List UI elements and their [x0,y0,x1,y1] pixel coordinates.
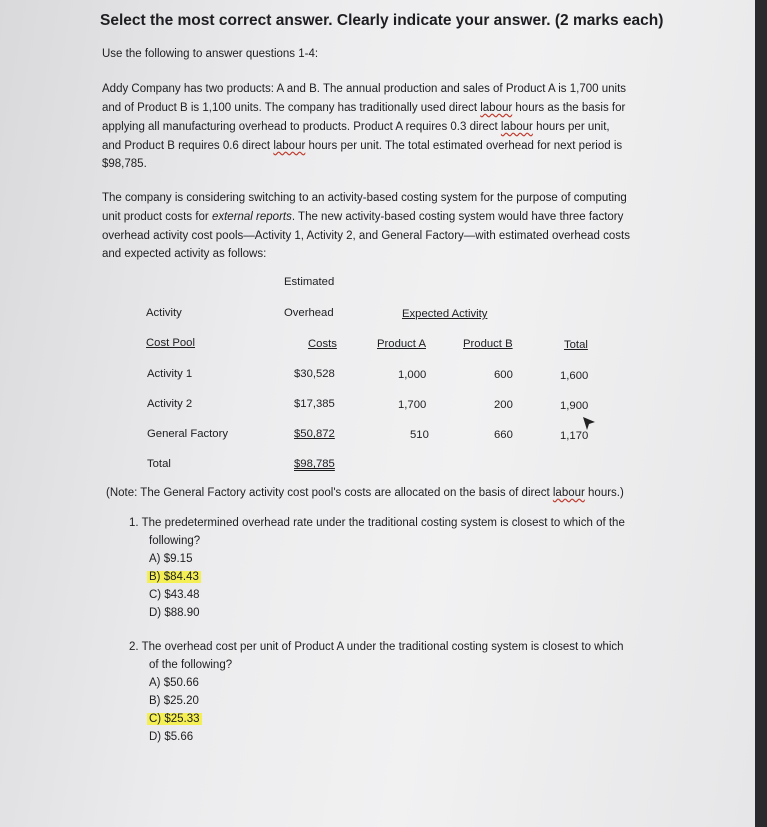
row2-cost: $17,385 [294,398,335,410]
spell-word: labour [480,102,513,114]
row1-pool: Activity 1 [147,368,193,380]
header-product-b: Product B [463,338,513,350]
p1-line4 [102,137,622,156]
p1-line2a: and of Product B is 1,100 units. The company has traditionally used direct [102,102,481,114]
row1-total: 1,600 [560,370,589,382]
row2-pool: Activity 2 [147,398,193,410]
row2-product-b: 200 [494,399,513,411]
p2-line2 [102,208,623,227]
spell-word: labour [500,121,533,133]
row1-cost: $30,528 [294,368,335,380]
header-cost-pool: Cost Pool [146,337,195,349]
p2-line1: The company is considering switching to an activity-based costing system for the purpose of computing [102,192,627,204]
total-cost: $98,785 [294,458,335,470]
mouse-cursor-icon [582,416,596,432]
p2-line3: overhead activity cost pools—Activity 1, Activity 2, and General Factory—with estimated overhead costs [102,230,630,242]
p1-line5: $98,785. [102,158,147,170]
row3-total: 1,170 [560,430,589,442]
row2-total: 1,900 [560,400,589,412]
q1-selected-answer: B) $84.43 [149,571,199,583]
header-total: Total [564,339,588,351]
p1-line3a: applying all manufacturing overhead to products. Product A requires 0.3 direct [102,121,501,133]
p2-italic: external reports [211,211,292,223]
header-activity: Activity [146,307,182,319]
q2-option-d: D) $5.66 [149,731,194,743]
p1-line3b: hours per unit, [532,121,610,133]
note-text [106,484,624,503]
q1-option-c: C) $43.48 [149,589,200,601]
p2-line2a: unit product costs for [102,211,212,223]
page-heading: Select the most correct answer. Clearly indicate your answer. (2 marks each) [100,12,664,29]
row2-product-a: 1,700 [398,399,427,411]
row1-product-b: 600 [494,369,513,381]
intro-text: Use the following to answer questions 1-4: [102,48,319,60]
q1-option-b [147,568,201,587]
header-overhead: Overhead [284,307,334,319]
header-product-a: Product A [377,338,426,350]
p1-line3 [102,118,610,137]
spell-word: labour [552,487,585,499]
row3-pool: General Factory [147,428,228,440]
q1-stem-line1: 1. The predetermined overhead rate under the traditional costing system is closest to which of the [129,517,625,529]
q1-option-d: D) $88.90 [149,607,200,619]
q1-option-a: A) $9.15 [149,553,193,565]
q2-stem-line1: 2. The overhead cost per unit of Product A under the traditional costing system is closest to which [129,641,624,653]
q2-option-a: A) $50.66 [149,677,199,689]
p1-line4b: hours per unit. The total estimated overhead for next period is [305,140,623,152]
q2-selected-answer: C) $25.33 [149,713,200,725]
row3-cost: $50,872 [294,428,335,440]
row3-product-b: 660 [494,429,513,441]
header-costs: Costs [308,338,337,350]
note-b: hours.) [584,487,624,499]
p2-line2b: . The new activity-based costing system would have three factory [291,211,624,223]
total-label: Total [147,458,171,470]
header-expected-activity: Expected Activity [402,308,488,320]
row1-product-a: 1,000 [398,369,427,381]
q2-stem-line2: of the following? [149,659,233,671]
p1-line2b: hours as the basis for [512,102,626,114]
row3-product-a: 510 [410,429,429,441]
note-a: (Note: The General Factory activity cost pool's costs are allocated on the basis of direct [106,487,553,499]
spell-word: labour [273,140,306,152]
p1-line1: Addy Company has two products: A and B. The annual production and sales of Product A is 1,700 units [102,83,627,95]
q2-option-b: B) $25.20 [149,695,199,707]
p1-line4a: and Product B requires 0.6 direct [102,140,274,152]
p2-line4: and expected activity as follows: [102,248,267,260]
q2-option-c [147,710,202,729]
q1-stem-line2: following? [149,535,201,547]
p1-line2 [102,99,625,118]
header-estimated: Estimated [284,276,335,288]
